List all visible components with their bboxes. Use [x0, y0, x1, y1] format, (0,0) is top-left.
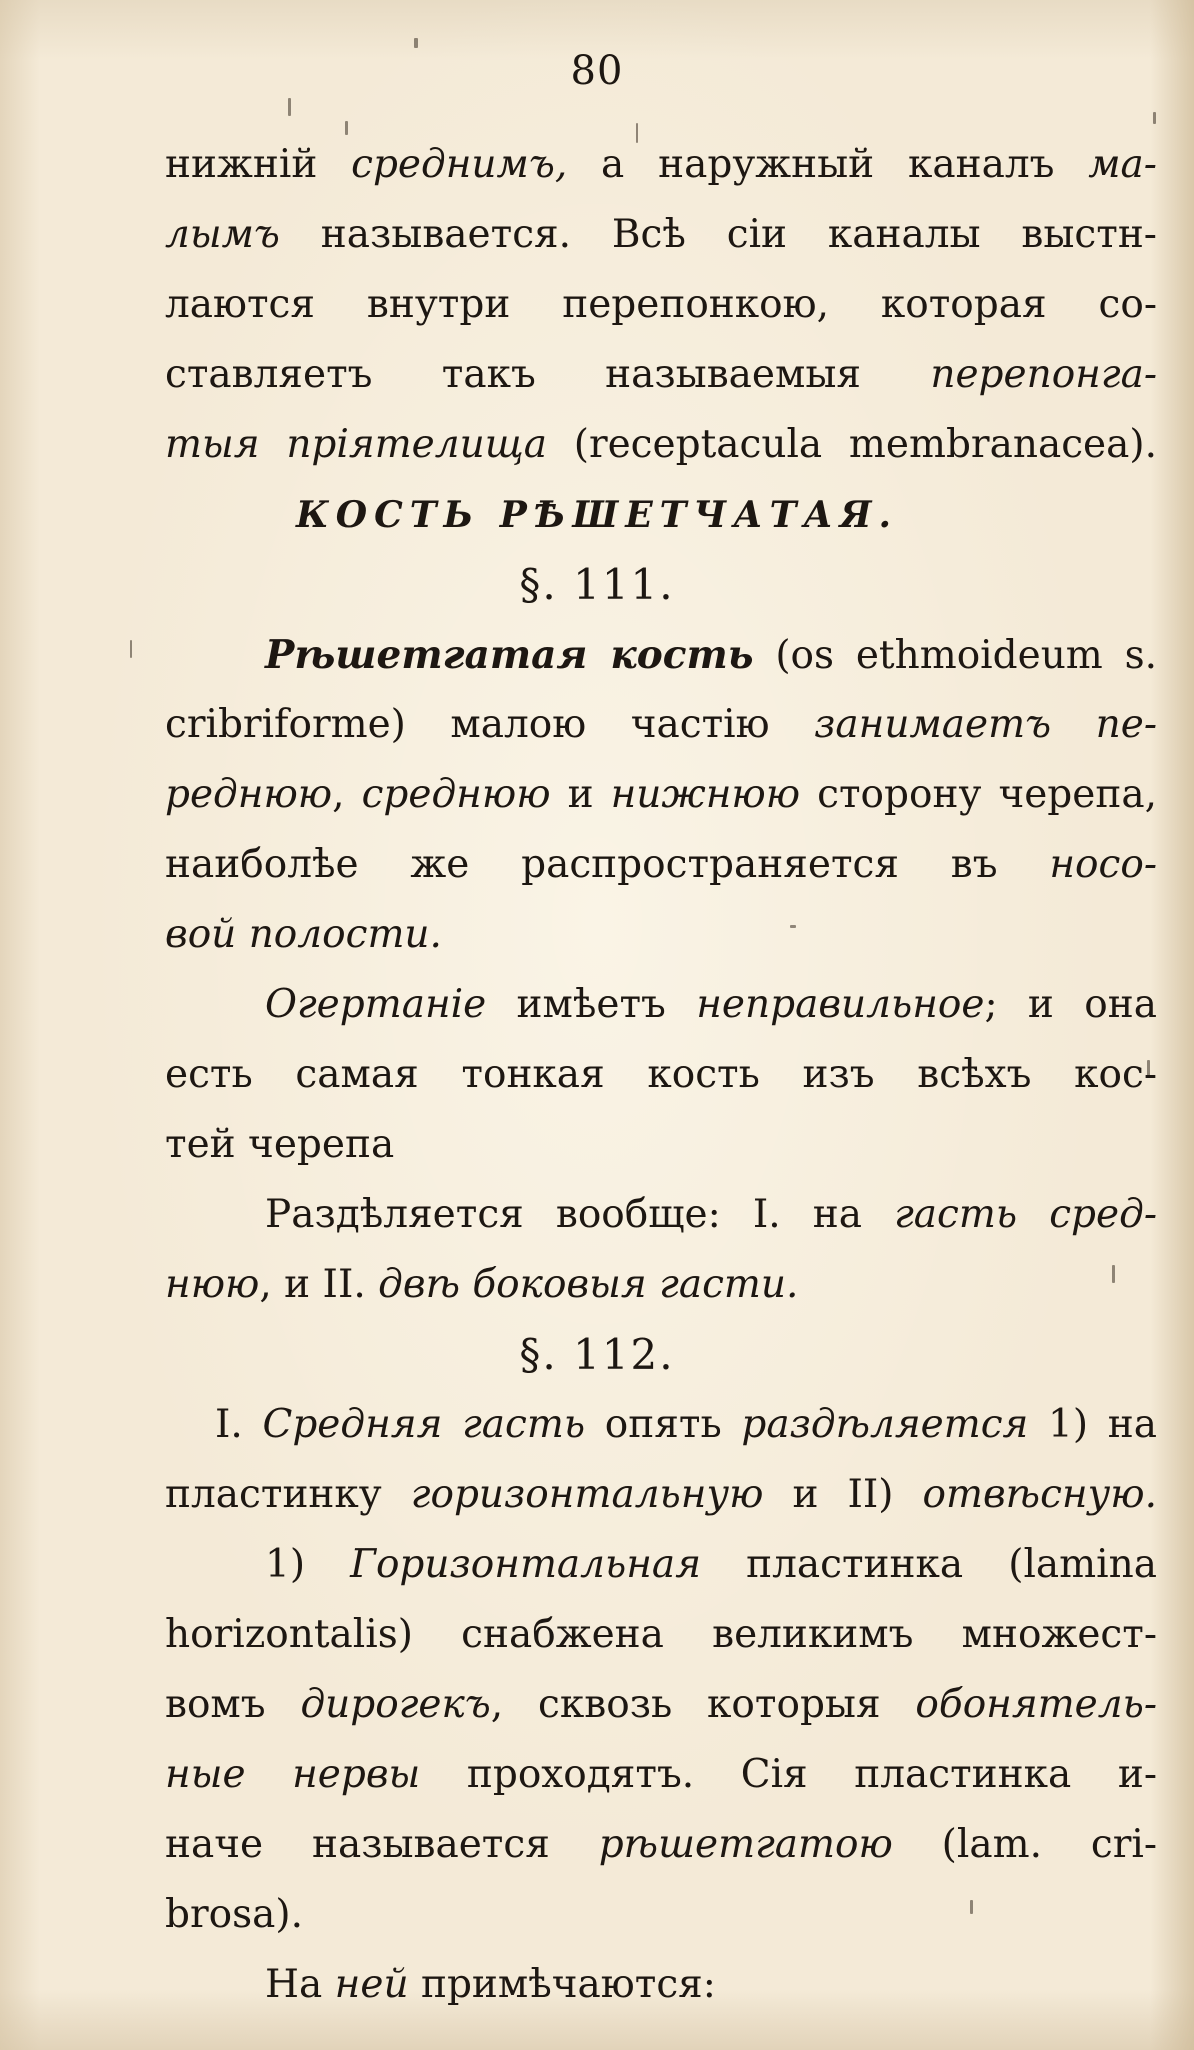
text-run-italic: дирогекъ [300, 1682, 491, 1727]
text-run: (os ethmoideum s. [753, 633, 1157, 678]
text-run: , и II. [259, 1262, 379, 1307]
text-run-italic: горизонтальную [410, 1472, 764, 1517]
text-run-italic: неправильное [696, 982, 985, 1027]
section-number [0, 1320, 1194, 1390]
text-line [165, 1530, 1157, 1600]
text-line [165, 1810, 1157, 1880]
text-run-italic: гасть сред- [894, 1192, 1157, 1237]
text-run: вомъ [165, 1682, 301, 1727]
text-line [165, 1040, 1157, 1110]
text-run: называется. Всѣ сіи каналы выстн- [279, 212, 1157, 257]
text-line [165, 1460, 1157, 1530]
text-run: проходятъ. Сія пластинка и- [420, 1752, 1157, 1797]
text-line [165, 130, 1157, 200]
text-line [165, 340, 1157, 410]
text-run-italic: двѣ боковыя гасти. [378, 1262, 799, 1307]
paper-speck [130, 640, 132, 658]
text-run: , сквозь которыя [490, 1682, 916, 1727]
section-heading [0, 480, 1194, 550]
section-label: §. 112. [519, 1330, 675, 1379]
text-run: (receptacula membranacea). [547, 422, 1157, 467]
text-run-italic: Рѣшетгатая кость [265, 632, 754, 678]
text-run: ставляетъ такъ называемыя [165, 352, 931, 397]
text-run-italic: Огертаніе [265, 982, 487, 1027]
text-run-italic: Средняя гасть [262, 1402, 586, 1447]
text-run: лаются внутри перепонкою, которая со- [165, 282, 1157, 327]
text-run: пластинку [165, 1472, 411, 1517]
text-line [165, 410, 1157, 480]
text-line [165, 270, 1157, 340]
text-line [165, 620, 1157, 690]
text-run: есть самая тонкая кость изъ всѣхъ кос- [165, 1052, 1157, 1097]
text-line [165, 1250, 1157, 1320]
text-run: сторону черепа, [800, 772, 1157, 817]
text-run: имѣетъ [486, 982, 697, 1027]
text-run: 1) [265, 1542, 351, 1587]
text-run: и II) [763, 1472, 923, 1517]
text-run: пластинка (lamina [701, 1542, 1157, 1587]
text-run: наче называется [165, 1822, 599, 1867]
text-run-italic: среднюю [361, 772, 551, 817]
text-run-italic: ней [334, 1962, 409, 2007]
text-line [165, 760, 1157, 830]
text-run-italic: нюю [165, 1262, 260, 1307]
heading-text: КОСТЬ РѢШЕТЧАТАЯ. [295, 494, 898, 536]
text-line [165, 900, 1157, 970]
text-run: На [265, 1962, 335, 2007]
text-run: cribriforme) малою частію [165, 702, 815, 747]
text-run: I. [215, 1402, 263, 1447]
paper-speck [1153, 112, 1156, 124]
text-run: наиболѣе же распространяется въ [165, 842, 1050, 887]
text-line [165, 690, 1157, 760]
text-run: 1) на [1028, 1402, 1157, 1447]
text-run: ; и она [984, 982, 1157, 1027]
page-number: 80 [570, 48, 624, 94]
section-number [0, 550, 1194, 620]
text-run-italic: лымъ [165, 212, 280, 257]
text-run-italic: тыя пріятелища [165, 422, 547, 467]
text-run-italic: обонятель- [915, 1682, 1157, 1727]
text-run: тей черепа [165, 1122, 395, 1167]
text-line [165, 200, 1157, 270]
text-run: а наружный каналъ [567, 142, 1089, 187]
text-run-italic: перепонга- [930, 352, 1157, 397]
text-line [165, 1670, 1157, 1740]
text-run-italic: Горизонтальная [350, 1542, 702, 1587]
text-run: , [332, 772, 362, 817]
text-line [165, 1390, 1157, 1460]
text-run: и [550, 772, 611, 817]
text-run-italic: нижнюю [610, 772, 801, 817]
text-line [165, 1880, 1157, 1950]
text-run: horizontalis) снабжена великимъ множест- [165, 1612, 1157, 1657]
text-line [165, 1740, 1157, 1810]
text-line [165, 830, 1157, 900]
text-line [165, 1600, 1157, 1670]
text-run: нижній [165, 142, 352, 187]
text-run-italic: раздѣляется [741, 1402, 1029, 1447]
text-run-italic: реднюю [165, 772, 333, 817]
text-run-italic: вой полости. [165, 912, 442, 957]
text-run-italic: носо- [1049, 842, 1157, 887]
paper-speck [414, 38, 418, 48]
text-run-italic: ма- [1088, 142, 1157, 187]
text-run: (lam. cri- [892, 1822, 1157, 1867]
text-line [165, 1950, 1157, 2020]
text-run: опять [585, 1402, 742, 1447]
text-run-italic: ные нервы [165, 1752, 421, 1797]
text-run: примѣчаются: [408, 1962, 716, 2007]
text-run-italic: отвѣсную. [922, 1472, 1157, 1517]
text-line [165, 970, 1157, 1040]
text-run: Раздѣляется вообще: I. на [265, 1192, 895, 1237]
text-run-italic: занимаетъ пе- [814, 702, 1157, 747]
text-line [165, 1110, 1157, 1180]
text-line [165, 1180, 1157, 1250]
paper-speck [288, 98, 291, 116]
text-run-italic: рѣшетгатою [598, 1822, 893, 1867]
text-run-italic: среднимъ, [351, 142, 568, 187]
text-run: brosa). [165, 1892, 303, 1937]
section-label: §. 111. [519, 560, 675, 609]
